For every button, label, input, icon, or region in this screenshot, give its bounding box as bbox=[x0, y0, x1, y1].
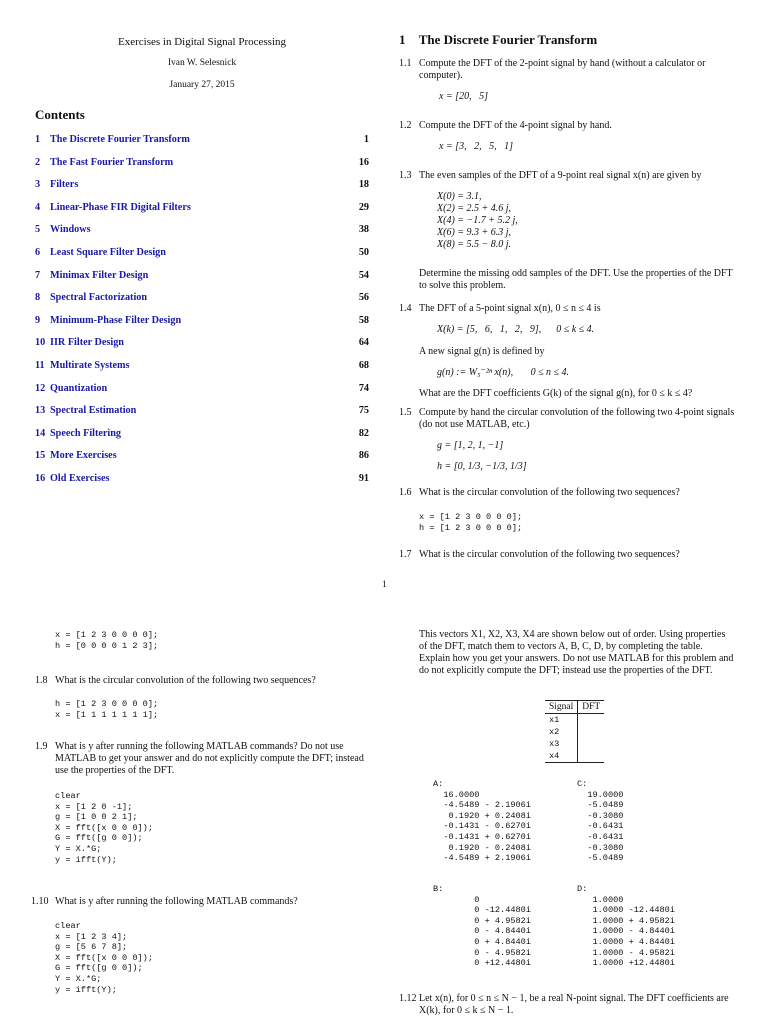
exercise-text: What is y after running the following MATLAB commands? bbox=[55, 896, 298, 907]
exercise-number: 1.7 bbox=[399, 549, 412, 560]
exercise-text: Compute the DFT of the 4-point signal by hand. bbox=[419, 120, 612, 131]
toc-entry[interactable] bbox=[35, 179, 369, 193]
section-number: 1 bbox=[399, 32, 406, 47]
contents-heading: Contents bbox=[35, 107, 85, 122]
exercise-text: Let x(n), for 0 ≤ n ≤ N − 1, be a real N-point signal. The DFT coefficients are X(k), for 0 ≤ k ≤ N − 1. bbox=[419, 993, 729, 1016]
toc-entry[interactable] bbox=[35, 383, 369, 397]
toc-entry-number[interactable]: 12 bbox=[35, 383, 46, 394]
vector-a: A: 16.0000 -4.5489 - 2.1906i 0.1920 + 0.2408i -0.1431 - 0.6270i -0.1431 + 0.6270i 0.1920 - 0.2408i -4.5489 + 2.1906i bbox=[433, 779, 531, 864]
toc-entry-number[interactable]: 15 bbox=[35, 450, 46, 461]
equation: x = [20, 5] bbox=[439, 91, 488, 102]
exercise-text: The DFT of a 5-point signal x(n), 0 ≤ n ≤ 4 is bbox=[419, 303, 601, 314]
author: Ivan W. Selesnick bbox=[167, 58, 237, 68]
toc-entry-page: 56 bbox=[358, 292, 369, 303]
toc-entry-number[interactable]: 13 bbox=[35, 405, 46, 416]
equation: g = [1, 2, 1, −1] bbox=[437, 440, 504, 451]
toc-entry-title[interactable]: Windows bbox=[50, 224, 91, 235]
equation-line: X(0) = 3.1, bbox=[437, 191, 482, 202]
toc-entry[interactable] bbox=[35, 134, 369, 148]
toc-entry-title[interactable]: Minimum-Phase Filter Design bbox=[50, 315, 182, 326]
equation-line: X(2) = 2.5 + 4.6 j, bbox=[437, 203, 512, 214]
exercise-number: 1.10 bbox=[31, 896, 49, 907]
code-block: clear x = [1 2 3 4]; g = [5 6 7 8]; X = fft([x 0 0 0]); G = fft([g 0 0]); Y = X.*G; y = ifft(Y); bbox=[55, 921, 153, 995]
document-title: Exercises in Digital Signal Processing bbox=[117, 36, 287, 48]
equation: X(k) = [5, 6, 1, 2, 9], 0 ≤ k ≤ 4. bbox=[437, 324, 595, 335]
toc-entry-title[interactable]: The Discrete Fourier Transform bbox=[50, 134, 190, 145]
toc-entry-title[interactable]: The Fast Fourier Transform bbox=[50, 157, 174, 168]
section-heading bbox=[399, 34, 597, 46]
exercise-text: The even samples of the DFT of a 9-point real signal x(n) are given by bbox=[419, 170, 702, 181]
toc-entry-page: 86 bbox=[358, 450, 369, 461]
exercise-number: 1.9 bbox=[35, 741, 48, 752]
code-block: x = [1 2 3 0 0 0 0]; h = [1 2 3 0 0 0 0]; bbox=[419, 512, 523, 533]
exercise-number: 1.3 bbox=[399, 170, 412, 181]
toc-entry-page: 50 bbox=[358, 247, 369, 258]
exercise-number: 1.12 bbox=[399, 993, 417, 1004]
exercise-text-continued: A new signal g(n) is defined by bbox=[419, 346, 545, 357]
equation: h = [0, 1/3, −1/3, 1/3] bbox=[437, 461, 527, 472]
exercise-number: 1.6 bbox=[399, 487, 412, 498]
exercise-text: Compute the DFT of the 2-point signal by hand (without a calculator or computer). bbox=[419, 58, 706, 81]
toc-entry-number[interactable]: 5 bbox=[35, 224, 41, 235]
equation-line: X(8) = 5.5 − 8.0 j. bbox=[437, 239, 512, 250]
toc-entry[interactable] bbox=[35, 337, 369, 351]
toc-entry[interactable] bbox=[35, 450, 369, 464]
toc-entry-page: 16 bbox=[358, 157, 369, 168]
table-cell: x2 bbox=[545, 726, 578, 738]
exercise-text: Compute by hand the circular convolution of the following two 4-point signals (do not use MATLAB, etc.) bbox=[419, 407, 735, 430]
equation: g(n) := W₅⁻²ⁿ x(n), 0 ≤ n ≤ 4. bbox=[437, 367, 570, 378]
toc-entry-page: 58 bbox=[358, 315, 369, 326]
table-cell-empty bbox=[578, 750, 604, 763]
code-block: clear x = [1 2 0 -1]; g = [1 0 0 2 1]; X = fft([x 0 0 0]); G = fft([g 0 0]); Y = X.*G; y = ifft(Y); bbox=[55, 791, 153, 865]
signal-dft-table bbox=[545, 700, 604, 763]
toc-entry-page: 29 bbox=[358, 202, 369, 213]
toc-entry-number[interactable]: 4 bbox=[35, 202, 41, 213]
equation: x = [3, 2, 5, 1] bbox=[439, 141, 513, 152]
toc-entry[interactable] bbox=[35, 224, 369, 238]
table-cell-empty bbox=[578, 714, 604, 727]
toc-entry-title[interactable]: Speech Filtering bbox=[50, 428, 122, 439]
table-cell: x3 bbox=[545, 738, 578, 750]
toc-entry[interactable] bbox=[35, 428, 369, 442]
toc-entry-title[interactable]: More Exercises bbox=[50, 450, 117, 461]
table-cell-empty bbox=[578, 726, 604, 738]
exercise-text: What is the circular convolution of the following two sequences? bbox=[55, 675, 316, 686]
toc-entry-title[interactable]: Quantization bbox=[50, 383, 108, 394]
toc-entry-number[interactable]: 6 bbox=[35, 247, 41, 258]
toc-entry[interactable] bbox=[35, 270, 369, 284]
table-cell-empty bbox=[578, 738, 604, 750]
toc-entry-page: 54 bbox=[358, 270, 369, 281]
exercise-number: 1.8 bbox=[35, 675, 48, 686]
exercise-text: What is the circular convolution of the following two sequences? bbox=[419, 549, 680, 560]
exercise-text: What is y after running the following MATLAB commands? Do not use MATLAB to get your answer and do not explicitly compute the DFT; instead use the properties of the DFT. bbox=[55, 741, 364, 776]
toc-entry-page: 64 bbox=[358, 337, 369, 348]
toc-entry[interactable] bbox=[35, 157, 369, 171]
toc-entry-page: 75 bbox=[358, 405, 369, 416]
toc-entry-title[interactable]: Filters bbox=[50, 179, 79, 190]
code-block: h = [1 2 3 0 0 0 0]; x = [1 1 1 1 1 1 1]; bbox=[55, 699, 159, 720]
toc-entry[interactable] bbox=[35, 292, 369, 306]
toc-entry[interactable] bbox=[35, 315, 369, 329]
exercise-text-continued: Determine the missing odd samples of the DFT. Use the properties of the DFT to solve this problem. bbox=[419, 268, 733, 291]
toc-entry-page: 74 bbox=[358, 383, 369, 394]
vector-d: D: 1.0000 1.0000 -12.4480i 1.0000 + 4.9582i 1.0000 - 4.8440i 1.0000 + 4.8440i 1.0000 - 4.9582i 1.0000 +12.4480i bbox=[577, 884, 675, 969]
table-header: DFT bbox=[578, 701, 604, 714]
section-title: The Discrete Fourier Transform bbox=[418, 32, 598, 47]
date: January 27, 2015 bbox=[169, 80, 235, 90]
toc-entry-page: 1 bbox=[363, 134, 369, 145]
toc-entry-number[interactable]: 2 bbox=[35, 157, 41, 168]
toc-entry-number[interactable]: 16 bbox=[35, 473, 46, 484]
vector-c: C: 19.0000 -5.0489 -0.3080 -0.6431 -0.6431 -0.3080 -5.0489 bbox=[577, 779, 624, 864]
toc-entry-title[interactable]: Spectral Estimation bbox=[50, 405, 137, 416]
toc-entry-page: 38 bbox=[358, 224, 369, 235]
page-number: 1 bbox=[382, 580, 387, 590]
toc-entry-title[interactable]: Linear-Phase FIR Digital Filters bbox=[50, 202, 191, 213]
toc-entry-page: 91 bbox=[358, 473, 369, 484]
toc-entry-title[interactable]: Multirate Systems bbox=[50, 360, 130, 371]
vector-b: B: 0 0 -12.4480i 0 + 4.9582i 0 - 4.8440i 0 + 4.8440i 0 - 4.9582i 0 +12.4480i bbox=[433, 884, 531, 969]
toc-entry-number[interactable]: 7 bbox=[35, 270, 41, 281]
equation-line: X(4) = −1.7 + 5.2 j, bbox=[437, 215, 518, 226]
toc-entry-title[interactable]: Minimax Filter Design bbox=[50, 270, 149, 281]
toc-entry-number[interactable]: 14 bbox=[35, 428, 46, 439]
toc-entry-title[interactable]: Least Square Filter Design bbox=[50, 247, 166, 258]
table-cell: x4 bbox=[545, 750, 578, 763]
exercise-1-11-text: This vectors X1, X2, X3, X4 are shown below out of order. Using properties of the DFT, match them to vectors A, B, C, D, by completing the table. Explain how you get your answers. Do not use MATLAB for this problem and do not explicitly compute the DFT; instead use the properties of the DFT. bbox=[419, 629, 734, 676]
table-cell: x1 bbox=[545, 714, 578, 727]
toc-entry[interactable] bbox=[35, 405, 369, 419]
toc-entry-number[interactable]: 1 bbox=[35, 134, 41, 145]
toc-entry-number[interactable]: 11 bbox=[35, 360, 45, 371]
toc-entry-number[interactable]: 8 bbox=[35, 292, 41, 303]
toc-entry-number[interactable]: 3 bbox=[35, 179, 41, 190]
toc-entry[interactable] bbox=[35, 247, 369, 261]
toc-entry-page: 68 bbox=[358, 360, 369, 371]
toc-entry-page: 18 bbox=[358, 179, 369, 190]
toc-entry-title[interactable]: Spectral Factorization bbox=[50, 292, 148, 303]
exercise-text: What is the circular convolution of the following two sequences? bbox=[419, 487, 680, 498]
exercise-number: 1.1 bbox=[399, 58, 412, 69]
table-header: Signal bbox=[545, 701, 578, 714]
toc-entry-title[interactable]: Old Exercises bbox=[50, 473, 110, 484]
toc-entry[interactable] bbox=[35, 473, 369, 487]
exercise-number: 1.4 bbox=[399, 303, 412, 314]
equation-line: X(6) = 9.3 + 6.3 j, bbox=[437, 227, 512, 238]
code-block: x = [1 2 3 0 0 0 0]; h = [0 0 0 0 1 2 3]; bbox=[55, 630, 159, 651]
exercise-question: What are the DFT coefficients G(k) of the signal g(n), for 0 ≤ k ≤ 4? bbox=[419, 388, 693, 399]
exercise-number: 1.2 bbox=[399, 120, 412, 131]
dft-sample-list bbox=[437, 191, 518, 251]
exercise-number: 1.5 bbox=[399, 407, 412, 418]
toc-entry[interactable] bbox=[35, 202, 369, 216]
toc-entry-page: 82 bbox=[358, 428, 369, 439]
toc-entry-title[interactable]: IIR Filter Design bbox=[50, 337, 124, 348]
toc-entry[interactable] bbox=[35, 360, 369, 374]
toc-entry-number[interactable]: 9 bbox=[35, 315, 41, 326]
toc-entry-number[interactable]: 10 bbox=[35, 337, 46, 348]
